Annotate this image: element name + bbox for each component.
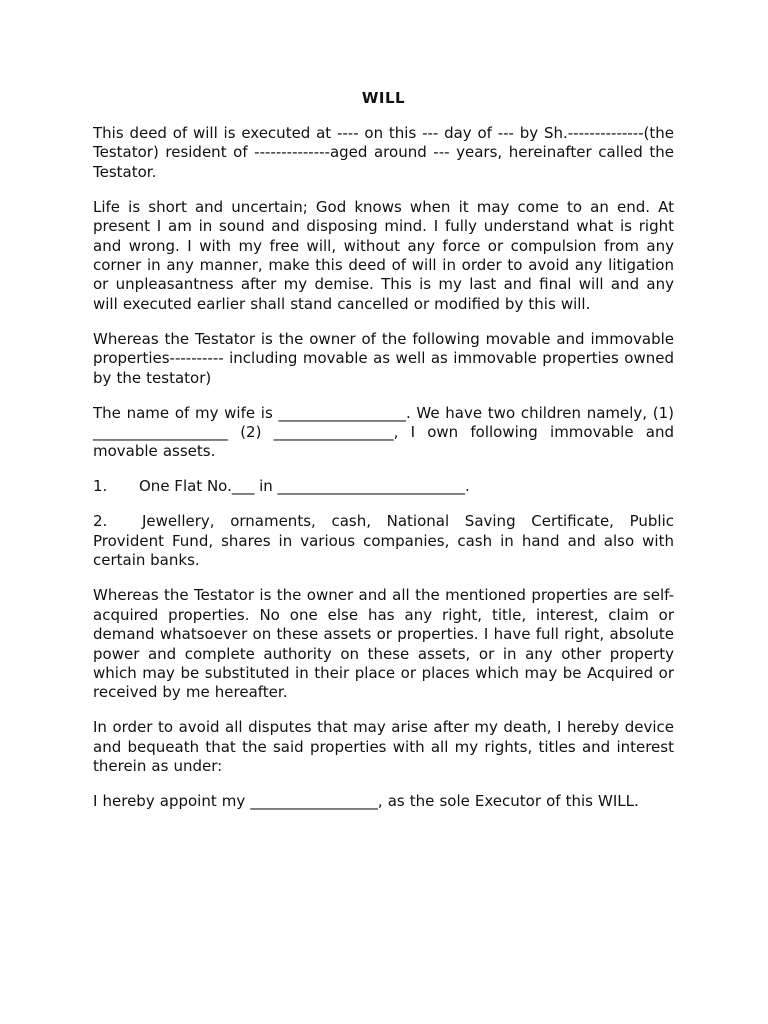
- paragraph-life: Life is short and uncertain; God knows when it may come to an end. At present I am in sound and disposing mind. I fully understand what is right and wrong. I with my free will, without any force or compulsion from any corner in any manner, make this deed of will in order to avoid any litigation or unpleasantness after my demise. This is my last and final will and any will executed earlier shall stand cancelled or modified by this will.: [93, 197, 674, 313]
- list-item-text: Jewellery, ornaments, cash, National Saving Certificate, Public Provident Fund, shares in various companies, cash in hand and also with certain banks.: [93, 512, 674, 570]
- document-title: WILL: [361, 89, 406, 107]
- paragraph-whereas-owner: Whereas the Testator is the owner of the following movable and immovable properties---------- including movable as well as immovable properties owned by the testator): [93, 329, 674, 387]
- paragraph-intro: This deed of will is executed at ---- on this --- day of --- by Sh.--------------(the Testator) resident of --------------aged around --- years, hereinafter called the Testator.: [93, 124, 674, 181]
- will-document: [93, 88, 674, 827]
- list-item: [93, 512, 674, 570]
- list-item-number: 1.: [93, 477, 108, 496]
- paragraph-whereas-selfacquired: Whereas the Testator is the owner and all the mentioned properties are self-acquired properties. No one else has any right, title, interest, claim or demand whatsoever on these assets or properties. I have full right, absolute power and complete authority on these assets, or in any other property which may be substituted in their place or places which may be Acquired or received by me hereafter.: [93, 586, 674, 702]
- paragraph-executor: I hereby appoint my _________________, as the sole Executor of this WILL.: [93, 792, 639, 811]
- list-item-number: 2.: [93, 512, 108, 531]
- paragraph-disputes: In order to avoid all disputes that may arise after my death, I hereby device and bequeath that the said properties with all my rights, titles and interest therein as under:: [93, 718, 674, 776]
- list-item: [93, 477, 674, 496]
- paragraph-wife-children: The name of my wife is _________________. We have two children namely, (1) __________________ (2) ________________, I own following immovable and movable assets.: [93, 403, 674, 461]
- list-item-text: One Flat No.___ in _________________________.: [139, 477, 470, 496]
